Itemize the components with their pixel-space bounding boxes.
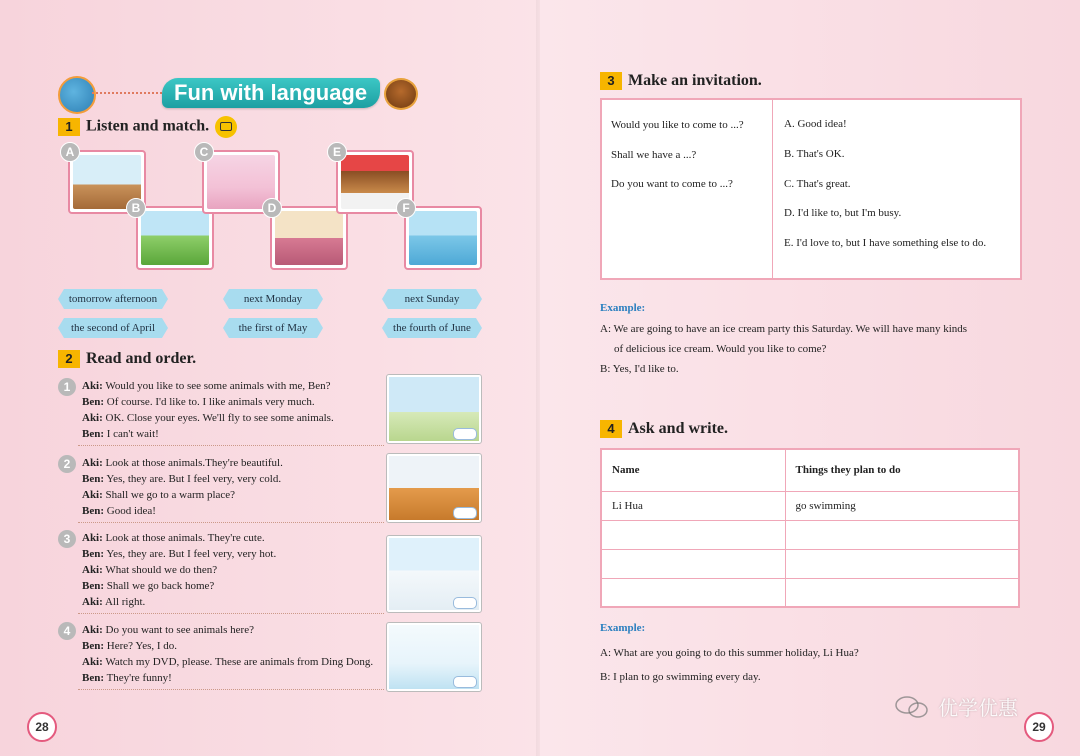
beach-scene: [409, 211, 477, 265]
page-number: 28: [27, 712, 57, 742]
example-line: B: I plan to go swimming every day.: [600, 671, 761, 683]
dialogue-3-picture: [386, 535, 482, 613]
response-phrase: E. I'd love to, but I have something else to do.: [784, 237, 987, 249]
picture-label: B: [126, 198, 146, 218]
dialogue-number: 3: [58, 530, 76, 548]
column-divider: [772, 100, 773, 278]
section-heading: Make an invitation.: [628, 72, 762, 89]
shopping-scene: [275, 211, 343, 265]
line-text: OK. Close your eyes. We'll fly to see some animals.: [105, 412, 334, 424]
phrase-tag[interactable]: the first of May: [229, 318, 317, 338]
speaker: Ben:: [82, 428, 104, 440]
phrase-tag[interactable]: next Sunday: [388, 289, 476, 309]
section-1-title: [58, 116, 237, 138]
picture-label: A: [60, 142, 80, 162]
banner-title: Fun with language: [162, 78, 380, 108]
table-cell[interactable]: go swimming: [785, 491, 1019, 520]
line-text: Shall we go to a warm place?: [105, 489, 236, 501]
line-text: Would you like to see some animals with me, Ben?: [105, 380, 331, 392]
dialogue-line: [82, 622, 254, 638]
section-heading: Ask and write.: [628, 420, 729, 437]
table-row: [601, 549, 1019, 578]
speaker: Aki:: [82, 380, 103, 392]
dotted-connector: [92, 92, 162, 94]
line-text: Here? Yes, I do.: [106, 640, 178, 652]
response-phrase: C. That's great.: [784, 178, 851, 190]
invitation-phrase: Do you want to come to ...?: [611, 178, 733, 190]
line-text: They're funny!: [106, 672, 172, 684]
example-label: Example:: [600, 622, 646, 634]
section-banner: [58, 72, 368, 116]
dotted-divider: [78, 613, 384, 614]
section-number: 3: [600, 72, 622, 90]
section-3-title: [600, 72, 762, 90]
example-label: Example:: [600, 302, 646, 314]
section-number: 2: [58, 350, 80, 368]
dialogue-line: [82, 654, 373, 670]
response-phrase: A. Good idea!: [784, 118, 847, 130]
response-phrase: B. That's OK.: [784, 148, 845, 160]
picture-label: E: [327, 142, 347, 162]
invitation-table: [600, 98, 1022, 280]
speaker: Ben:: [82, 473, 104, 485]
dialogue-line: [82, 455, 283, 471]
line-text: Shall we go back home?: [106, 580, 215, 592]
dialogue-line: [82, 594, 145, 610]
dialogue-line: [82, 546, 276, 562]
page-number: 29: [1024, 712, 1054, 742]
order-answer-box[interactable]: [453, 676, 477, 688]
dialogue-line: [82, 670, 172, 686]
dialogue-number: 1: [58, 378, 76, 396]
dialogue-2-picture: [386, 453, 482, 523]
line-text: Look at those animals. They're cute.: [105, 532, 265, 544]
line-text: What should we do then?: [105, 564, 218, 576]
dialogue-number: 4: [58, 622, 76, 640]
line-text: All right.: [104, 596, 146, 608]
dialogue-line: [82, 378, 331, 394]
dialogue-line: [82, 562, 217, 578]
dotted-divider: [78, 689, 384, 690]
order-answer-box[interactable]: [453, 428, 477, 440]
dialogue-line: [82, 426, 159, 442]
section-heading: Read and order.: [86, 350, 197, 367]
section-heading: Listen and match.: [86, 117, 210, 135]
speaker: Aki:: [82, 656, 103, 668]
picture-label: D: [262, 198, 282, 218]
invitation-phrase: Would you like to come to ...?: [611, 119, 744, 131]
example-line: B: Yes, I'd like to.: [600, 363, 679, 375]
plan-table: [600, 448, 1020, 608]
wechat-icon: [895, 695, 929, 719]
phrase-tag[interactable]: next Monday: [229, 289, 317, 309]
picture-d: [270, 206, 348, 270]
invitation-phrase: Shall we have a ...?: [611, 149, 697, 161]
dotted-divider: [78, 522, 384, 523]
line-text: Look at those animals.They're beautiful.: [105, 457, 283, 469]
section-number: 1: [58, 118, 80, 136]
dialogue-3: [58, 530, 388, 616]
dialogue-1-picture: [386, 374, 482, 444]
dialogue-1: [58, 378, 388, 448]
example-line: A: We are going to have an ice cream party this Saturday. We will have many kinds: [600, 323, 968, 335]
dialogue-4: [58, 622, 388, 692]
dialogue-line: [82, 503, 156, 519]
picture-label: C: [194, 142, 214, 162]
line-text: Yes, they are. But I feel very, very hot.: [106, 548, 277, 560]
column-header: Name: [601, 449, 785, 491]
picture-b: [136, 206, 214, 270]
table-row: [601, 491, 1019, 520]
picture-label: F: [396, 198, 416, 218]
table-cell[interactable]: [601, 520, 785, 549]
dialogue-line: [82, 530, 265, 546]
speaker: Aki:: [82, 564, 103, 576]
football-scene: [141, 211, 209, 265]
section-2-title: [58, 350, 196, 368]
line-text: Do you want to see animals here?: [105, 624, 254, 636]
dialogue-line: [82, 578, 214, 594]
speaker: Aki:: [82, 457, 103, 469]
speaker: Aki:: [82, 489, 103, 501]
example-line: A: What are you going to do this summer holiday, Li Hua?: [600, 647, 859, 659]
dialogue-4-picture: [386, 622, 482, 692]
phrase-tag[interactable]: tomorrow afternoon: [64, 289, 162, 309]
order-answer-box[interactable]: [453, 507, 477, 519]
dialogue-line: [82, 487, 235, 503]
phrase-tag[interactable]: the fourth of June: [388, 318, 476, 338]
speaker: Ben:: [82, 505, 104, 517]
speaker: Ben:: [82, 396, 104, 408]
right-page: [540, 0, 1080, 756]
dialogue-2: [58, 455, 388, 525]
table-row: [601, 520, 1019, 549]
table-header-row: [601, 449, 1019, 491]
line-text: I can't wait!: [106, 428, 159, 440]
column-header: Things they plan to do: [785, 449, 1019, 491]
character-face-icon: [384, 78, 418, 110]
dotted-divider: [78, 445, 384, 446]
line-text: Of course. I'd like to. I like animals very much.: [106, 396, 315, 408]
watermark-text: 优学优惠: [938, 696, 1018, 720]
dialogue-line: [82, 471, 281, 487]
table-row: [601, 578, 1019, 607]
dialogue-number: 2: [58, 455, 76, 473]
table-cell[interactable]: [785, 520, 1019, 549]
section-number: 4: [600, 420, 622, 438]
speaker: Aki:: [82, 532, 103, 544]
table-cell[interactable]: [785, 578, 1019, 607]
table-cell[interactable]: [785, 549, 1019, 578]
phrase-tag[interactable]: the second of April: [64, 318, 162, 338]
line-text: Good idea!: [106, 505, 156, 517]
globe-icon: [58, 76, 96, 114]
order-answer-box[interactable]: [453, 597, 477, 609]
speaker: Ben:: [82, 580, 104, 592]
speaker: Aki:: [82, 624, 103, 636]
picture-f: [404, 206, 482, 270]
section-4-title: [600, 420, 728, 438]
dialogue-line: [82, 394, 315, 410]
example-line: of delicious ice cream. Would you like to come?: [614, 343, 827, 355]
table-cell[interactable]: [601, 549, 785, 578]
listen-audio-icon[interactable]: [215, 116, 237, 138]
table-cell[interactable]: [601, 578, 785, 607]
dialogue-line: [82, 638, 177, 654]
line-text: Watch my DVD, please. These are animals from Ding Dong.: [105, 656, 374, 668]
dialogue-line: [82, 410, 334, 426]
table-cell[interactable]: Li Hua: [601, 491, 785, 520]
speaker: Aki:: [82, 596, 103, 608]
speaker: Ben:: [82, 548, 104, 560]
speaker: Ben:: [82, 640, 104, 652]
response-phrase: D. I'd like to, but I'm busy.: [784, 207, 902, 219]
speaker: Aki:: [82, 412, 103, 424]
speaker: Ben:: [82, 672, 104, 684]
line-text: Yes, they are. But I feel very, very cold.: [106, 473, 282, 485]
